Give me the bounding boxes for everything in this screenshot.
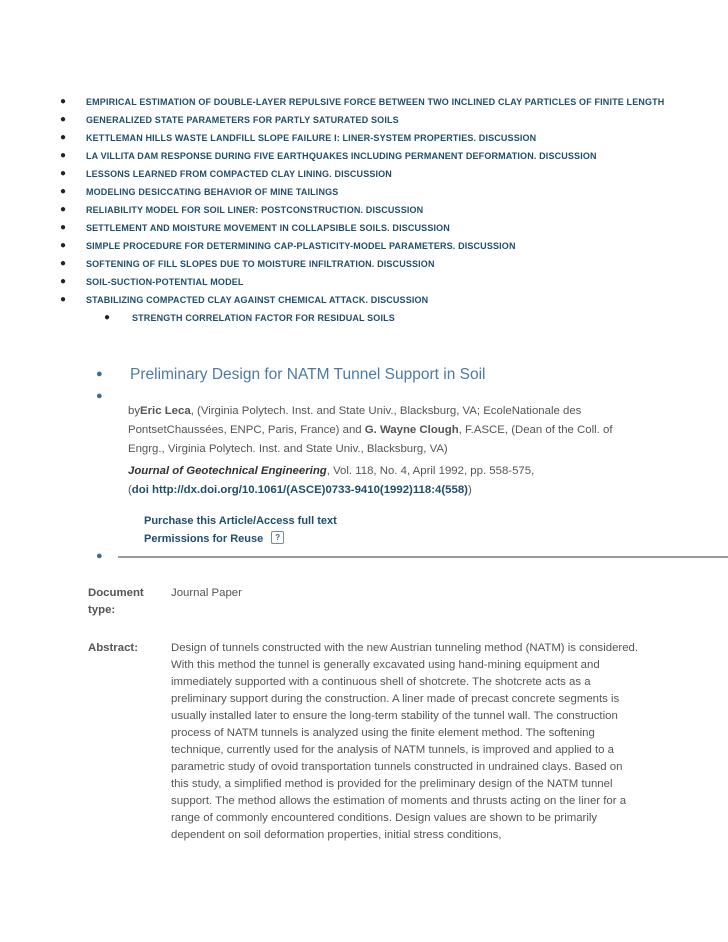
doi-link[interactable]: doi http://dx.doi.org/10.1061/(ASCE)0733-9410(1992)118:4(558) <box>131 484 468 496</box>
related-article-link-nested[interactable] <box>60 309 680 327</box>
bullet-icon: ● <box>104 312 111 323</box>
bullet-icon: ● <box>60 276 67 287</box>
author-affiliation: , (Virginia Polytech. Inst. and State Univ., Blacksburg, VA; EcoleNationale des PontsetChaussées, ENPC, Paris, France) and <box>128 405 582 436</box>
related-articles-list <box>60 93 680 327</box>
bullet-icon: ● <box>60 240 67 251</box>
bullet-icon: ● <box>60 150 67 161</box>
related-article-title[interactable]: LA VILLITA DAM RESPONSE DURING FIVE EARTHQUAKES INCLUDING PERMANENT DEFORMATION. DISCUSSION <box>86 151 597 161</box>
doi-close: ) <box>467 484 472 496</box>
related-article-title[interactable]: STRENGTH CORRELATION FACTOR FOR RESIDUAL SOILS <box>132 313 395 323</box>
bullet-icon: ● <box>96 550 103 562</box>
bullet-icon: ● <box>60 168 67 179</box>
bullet-icon: ● <box>96 390 103 402</box>
bullet-icon: ● <box>60 96 67 107</box>
doi-open: ( <box>128 484 132 496</box>
related-article-title[interactable]: LESSONS LEARNED FROM COMPACTED CLAY LINING. DISCUSSION <box>86 169 392 179</box>
article-title: Preliminary Design for NATM Tunnel Support in Soil <box>130 366 486 383</box>
related-article-link[interactable] <box>60 237 680 255</box>
permissions-link[interactable]: Permissions for Reuse <box>144 533 264 545</box>
journal-name: Journal of Geotechnical Engineering <box>128 465 327 477</box>
document-type-row <box>88 585 648 625</box>
journal-citation <box>128 462 648 500</box>
related-article-title[interactable]: STABILIZING COMPACTED CLAY AGAINST CHEMICAL ATTACK. DISCUSSION <box>86 295 429 305</box>
journal-details: , Vol. 118, No. 4, April 1992, pp. 558-575, <box>326 465 535 477</box>
related-article-title[interactable]: RELIABILITY MODEL FOR SOIL LINER: POSTCONSTRUCTION. DISCUSSION <box>86 205 424 215</box>
related-article-link[interactable] <box>60 273 680 291</box>
related-article-title[interactable]: SETTLEMENT AND MOISTURE MOVEMENT IN COLLAPSIBLE SOILS. DISCUSSION <box>86 223 450 233</box>
related-article-link[interactable] <box>60 219 680 237</box>
abstract-row <box>88 640 648 840</box>
bullet-icon: ● <box>60 222 67 233</box>
author-link[interactable]: Eric Leca <box>140 405 191 417</box>
bullet-icon: ● <box>60 132 67 143</box>
abstract-label: Abstract: <box>88 642 139 654</box>
related-article-link[interactable] <box>60 111 680 129</box>
document-type-value: Journal Paper <box>171 587 242 599</box>
related-article-link[interactable] <box>60 93 680 111</box>
bullet-icon: ● <box>60 204 67 215</box>
author-affiliation: , F.ASCE, (Dean of the Coll. of Engrg., Virginia Polytech. Inst. and State Univ., Blacksburg, VA) <box>128 424 613 455</box>
related-article-link[interactable] <box>60 129 680 147</box>
related-article-title[interactable]: KETTLEMAN HILLS WASTE LANDFILL SLOPE FAILURE I: LINER-SYSTEM PROPERTIES. DISCUSSION <box>86 133 537 143</box>
bullet-icon: ● <box>60 294 67 305</box>
byline <box>128 402 648 459</box>
related-article-title[interactable]: MODELING DESICCATING BEHAVIOR OF MINE TAILINGS <box>86 187 339 197</box>
related-article-link[interactable] <box>60 255 680 273</box>
bullet-icon: ● <box>60 114 67 125</box>
related-article-link[interactable] <box>60 165 680 183</box>
author-link[interactable]: G. Wayne Clough <box>364 424 459 436</box>
article-links <box>144 512 337 548</box>
related-article-link[interactable] <box>60 291 680 309</box>
related-article-link[interactable] <box>60 147 680 165</box>
related-article-link[interactable] <box>60 183 680 201</box>
divider <box>118 556 728 558</box>
by-prefix: by <box>128 405 141 417</box>
bullet-icon: ● <box>60 258 67 269</box>
purchase-article-link[interactable]: Purchase this Article/Access full text <box>144 515 337 527</box>
abstract-text: Design of tunnels constructed with the new Austrian tunneling method (NATM) is considered. With this method the tunnel is generally excavated using hand-mining equipment and immediately supported with a continuous shell of shotcrete. The shotcrete acts as a preliminary support during the construction. A liner made of precast concrete segments is usually installed later to ensure the long-term stability of the tunnel wall. The construction process of NATM tunnels is analyzed using the finite element method. The softening technique, currently used for the analysis of NATM tunnels, is improved and applied to a parametric study of ovoid transportation tunnels constructed in undrained clays. Based on this study, a simplified method is provided for the preliminary design of the NATM tunnel support. The method allows the estimation of moments and thrusts acting on the liner for a range of commonly encountered conditions. Design values are shown to be primarily dependent on soil deformation properties, initial stress conditions, <box>171 642 639 841</box>
related-article-title[interactable]: SOFTENING OF FILL SLOPES DUE TO MOISTURE INFILTRATION. DISCUSSION <box>86 259 435 269</box>
help-icon[interactable]: ? <box>271 531 284 544</box>
related-article-title[interactable]: SOIL-SUCTION-POTENTIAL MODEL <box>86 277 244 287</box>
related-article-title[interactable]: EMPIRICAL ESTIMATION OF DOUBLE-LAYER REPULSIVE FORCE BETWEEN TWO INCLINED CLAY PARTICLES OF FINITE LENGTH <box>86 97 665 107</box>
related-article-title[interactable]: SIMPLE PROCEDURE FOR DETERMINING CAP-PLASTICITY-MODEL PARAMETERS. DISCUSSION <box>86 241 516 251</box>
bullet-icon: ● <box>96 368 103 380</box>
document-type-label: Document type: <box>88 587 144 616</box>
bullet-icon: ● <box>60 186 67 197</box>
related-article-link[interactable] <box>60 201 680 219</box>
related-article-title[interactable]: GENERALIZED STATE PARAMETERS FOR PARTLY SATURATED SOILS <box>86 115 399 125</box>
